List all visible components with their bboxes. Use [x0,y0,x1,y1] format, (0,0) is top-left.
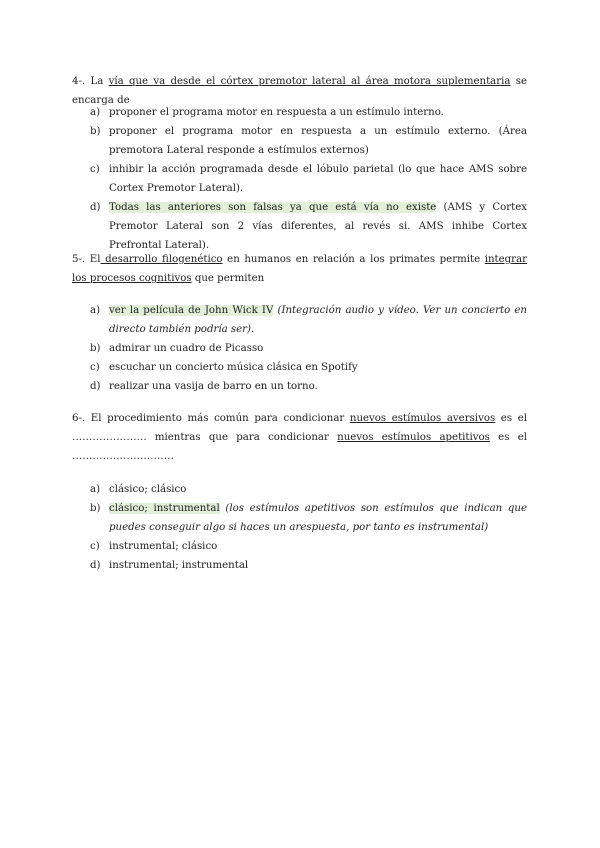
option-text: clásico; clásico [109,484,187,495]
option-6c [72,537,527,556]
option-6b [72,499,527,537]
option-text: inhibir la acción programada desde el lóbulo parietal (lo que hace AMS sobre Cortex Premotor Lateral). [109,164,527,194]
option-text: admirar un cuadro de Picasso [109,343,264,354]
option-label: c) [90,164,100,175]
option-text: realizar una vasija de barro en un torno. [109,381,318,392]
question-5-middle: en humanos en relación a los primates permite [222,254,485,265]
option-text [109,198,527,255]
option-label: c) [90,362,100,373]
option-text: proponer el programa motor en respuesta a un estímulo externo. (Área premotora Lateral responde a estímulos externos) [109,126,527,156]
option-text: escuchar un concierto música clásica en Spotify [109,362,358,373]
question-4-options [72,103,527,255]
option-6a [72,480,527,499]
question-6-prefix: 6-. El procedimiento más común para condicionar [72,413,350,424]
question-6-underlined-2: nuevos estímulos apetitivos [337,432,490,443]
option-label: b) [90,503,101,514]
question-5-suffix: que permiten [191,273,265,284]
highlighted-answer: Todas las anteriores son falsas ya que está vía no existe [109,202,437,213]
option-5c [72,358,527,377]
option-label: a) [90,484,101,495]
option-label: a) [90,107,101,118]
question-6-underlined-1: nuevos estímulos aversivos [349,413,496,424]
question-4-underlined: vía que va desde el córtex premotor lateral al área motora suplementaria [108,76,511,87]
question-5-underlined-1: desarrollo filogenético [100,254,223,265]
option-text: instrumental; clásico [109,541,218,552]
option-label: d) [90,560,101,571]
option-4c [72,160,527,198]
question-5-prefix: 5-. El [72,254,101,265]
option-text [109,499,527,537]
option-label: b) [90,343,101,354]
option-5b [72,339,527,358]
option-label: c) [90,541,100,552]
question-5 [72,250,527,288]
option-4a [72,103,527,122]
highlighted-answer: clásico; instrumental [109,503,220,514]
answer-note: (AMS y Cortex Premotor Lateral son 2 vías diferentes, al revés si. AMS inhibe Cortex Prefrontal Lateral). [109,202,527,251]
option-label: d) [90,381,101,392]
option-5d [72,377,527,396]
option-4b [72,122,527,160]
question-6 [72,409,527,466]
answer-note: (los estímulos apetitivos son estímulos que indican que puedes conseguir algo si haces un arespuesta, por tanto es instrumental) [109,503,527,533]
question-6-suffix: es el ………………………… [72,432,528,462]
option-label: a) [90,305,101,316]
option-label: b) [90,126,101,137]
highlighted-answer: ver la película de John Wick IV [109,305,274,316]
question-6-middle: es el …………………. mientras que para condicionar [72,413,527,443]
question-5-underlined-2: integrar los procesos cognitivos [72,254,527,284]
question-4-prefix: 4-. La [72,76,109,87]
answer-note: (Integración audio y vídeo. Ver un concierto en directo también podría ser). [109,305,527,335]
option-label: d) [90,202,101,213]
option-text [109,301,527,339]
option-text: proponer el programa motor en respuesta a un estímulo interno. [109,107,444,118]
question-4-suffix: se encarga de [72,76,527,106]
option-text: instrumental; instrumental [109,560,249,571]
option-6d [72,556,527,575]
question-5-options [72,301,527,396]
question-6-options [72,480,527,575]
option-5a [72,301,527,339]
option-4d [72,198,527,255]
